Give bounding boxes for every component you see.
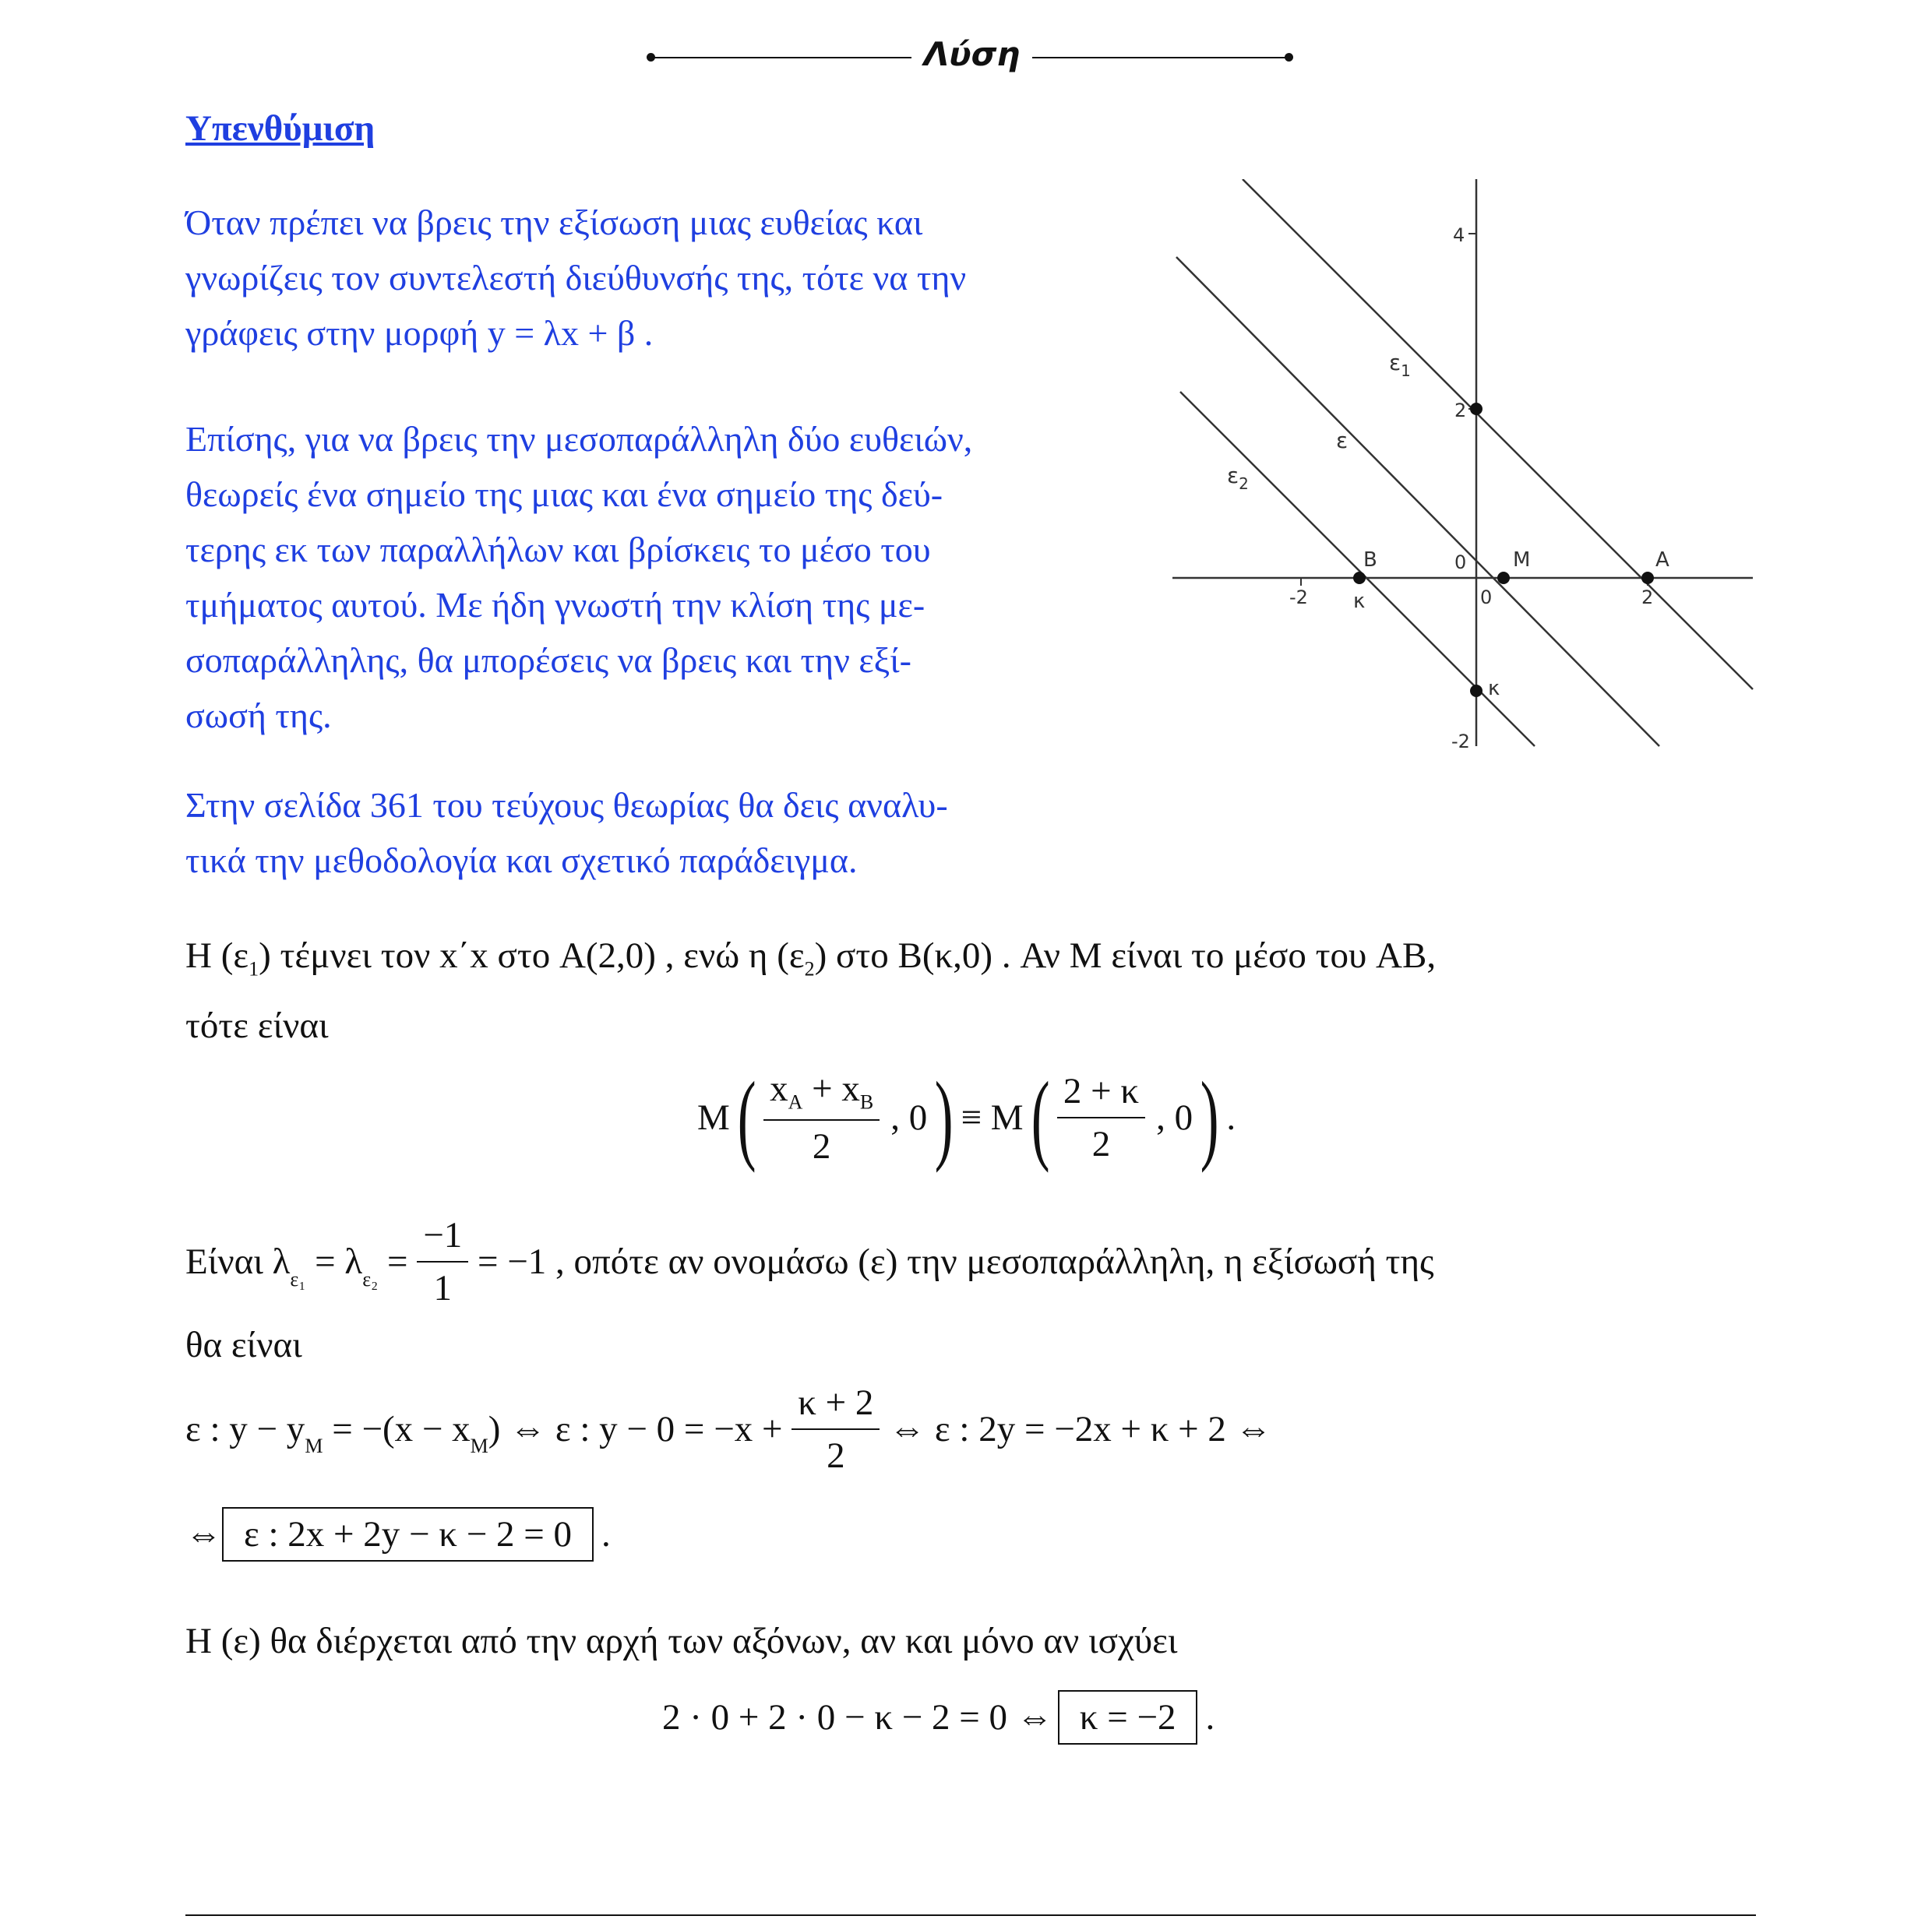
final-equation — [662, 1690, 1215, 1745]
reminder-p2-line: σοπαράλληλης, θα μπορέσεις να βρεις και την εξί- — [185, 640, 911, 680]
eq-text: ⇔ ε : 2y = −2x + κ + 2 ⇔ — [880, 1409, 1272, 1449]
subscript: ε₁ — [290, 1268, 306, 1291]
subscript: M — [470, 1435, 488, 1457]
reminder-p1-line: γράφεις στην μορφή y = λx + β . — [185, 313, 654, 353]
fraction-midpoint-k — [1057, 1070, 1145, 1165]
fraction-numerator: κ + 2 — [791, 1382, 880, 1430]
left-paren: ( — [1031, 1062, 1050, 1174]
label-epsilon-2: $\varepsilon_2$ — [1227, 463, 1249, 493]
fraction-denominator: 1 — [433, 1268, 452, 1308]
boxed-equation: ε : 2x + 2y − κ − 2 = 0 — [222, 1507, 594, 1562]
formula-M: M — [697, 1097, 730, 1138]
eq-text: ) ⇔ ε : y − 0 = −x + — [488, 1409, 792, 1449]
num-text: x — [770, 1069, 788, 1110]
reminder-p2-line: σωσή της. — [185, 696, 332, 735]
label-k-x: κ — [1353, 590, 1366, 613]
fraction-denominator: 2 — [1091, 1124, 1111, 1164]
header-title: Λύση — [923, 35, 1021, 73]
label-epsilon: ε — [1336, 428, 1349, 453]
midpoint-formula — [697, 1055, 1236, 1180]
fraction-numerator: −1 — [417, 1214, 468, 1263]
subscript: ε₂ — [362, 1268, 379, 1291]
header-right-rule — [1032, 57, 1289, 58]
solution-line-2: τότε είναι — [185, 1006, 329, 1046]
formula-period: . — [1226, 1097, 1236, 1138]
left-paren: ( — [737, 1062, 756, 1174]
header-right-dot — [1285, 53, 1293, 62]
eq-text: 2 · 0 + 2 · 0 − κ − 2 = 0 ⇔ — [662, 1697, 1053, 1738]
eq-text: = −(x − x — [323, 1409, 471, 1449]
y-tick-label: -2 — [1451, 731, 1470, 748]
formula-zero: , 0 — [890, 1097, 928, 1138]
formula-zero: , 0 — [1156, 1097, 1193, 1138]
fraction-numerator: 2 + κ — [1057, 1070, 1145, 1118]
slope-text: = −1 , οπότε αν ονομάσω (ε) την μεσοπαράλληλη, η εξίσωσή της — [468, 1241, 1434, 1282]
right-paren: ) — [934, 1062, 954, 1174]
x-tick-label: 2 — [1641, 586, 1654, 608]
right-paren: ) — [1200, 1062, 1219, 1174]
y-tick-label: 0 — [1454, 551, 1467, 573]
line-epsilon-1 — [1243, 179, 1753, 689]
point-M — [1497, 572, 1510, 584]
reminder-p2-line: Επίσης, για να βρεις την μεσοπαράλληλη δύο ευθειών, — [185, 419, 973, 459]
subscript: B — [859, 1090, 874, 1114]
point-B — [1353, 572, 1366, 584]
subscript: M — [305, 1435, 323, 1457]
point-y-intercept-k — [1470, 685, 1482, 697]
label-k-y: κ — [1488, 677, 1500, 700]
solution-header — [647, 35, 1293, 82]
origin-condition-text: Η (ε) θα διέρχεται από την αρχή των αξόνων, αν και μόνο αν ισχύει — [185, 1621, 1178, 1661]
point-A — [1641, 572, 1654, 584]
label-point-M: M — [1513, 548, 1531, 572]
eq-text: ⇔ — [185, 1514, 222, 1555]
reminder-paragraph-1 — [185, 195, 1167, 361]
parallel-lines-figure — [1172, 179, 1757, 748]
point-y-intercept-2 — [1470, 403, 1482, 415]
reminder-p3-line: τικά την μεθοδολογία και σχετικό παράδειγμα. — [185, 840, 858, 880]
fraction-denominator: 2 — [812, 1125, 831, 1167]
bottom-rule — [185, 1914, 1756, 1916]
equation-line-1 — [185, 1379, 1272, 1480]
solution-line-1 — [185, 935, 1436, 981]
solution-text: Η (ε — [185, 935, 249, 976]
reminder-paragraph-2 — [185, 411, 1167, 743]
reminder-p2-line: τερης εκ των παραλλήλων και βρίσκεις το μέσο του — [185, 530, 931, 569]
reminder-p1-line: γνωρίζεις τον συντελεστή διεύθυνσής της, τότε να την — [185, 258, 967, 298]
fraction-k-plus-2 — [791, 1382, 880, 1477]
label-epsilon-1: $\varepsilon_1$ — [1389, 350, 1411, 380]
reminder-paragraph-3 — [185, 777, 1167, 888]
label-point-B: B — [1363, 548, 1377, 572]
reminder-p3-line: Στην σελίδα 361 του τεύχους θεωρίας θα δεις αναλυ- — [185, 785, 948, 825]
boxed-answer: κ = −2 — [1058, 1690, 1198, 1745]
slope-text: Είναι λ — [185, 1241, 291, 1282]
eq-text: ε : y − y — [185, 1409, 305, 1449]
reminder-p2-line: θεωρείς ένα σημείο της μιας και ένα σημείο της δεύ- — [185, 474, 943, 514]
eq-period: . — [601, 1514, 611, 1555]
formula-equiv: ≡ M — [961, 1097, 1024, 1138]
reminder-title: Υπενθύμιση — [185, 108, 375, 149]
fraction-numerator — [763, 1068, 880, 1120]
y-tick-label: 4 — [1453, 224, 1465, 246]
slope-text: = λ — [305, 1241, 363, 1282]
solution-text: ) τέμνει τον x΄x στο A(2,0) , ενώ η (ε — [259, 935, 805, 976]
slope-text: = — [378, 1241, 418, 1282]
subscript: A — [788, 1090, 803, 1114]
header-left-rule — [650, 57, 911, 58]
solution-line-tha: θα είναι — [185, 1325, 302, 1365]
subscript: 2 — [804, 957, 815, 981]
solution-text: ) στο B(κ,0) . Αν M είναι το μέσο του AB, — [814, 935, 1437, 976]
x-tick-label: -2 — [1289, 586, 1308, 608]
fraction-midpoint-x — [763, 1068, 880, 1167]
equation-line-2 — [185, 1507, 611, 1562]
num-text: + x — [802, 1069, 860, 1110]
label-point-A: A — [1655, 548, 1669, 572]
slope-line — [185, 1215, 1434, 1308]
x-tick-label: 0 — [1480, 586, 1493, 608]
y-tick-label: 2 — [1454, 400, 1467, 421]
reminder-p2-line: τμήματος αυτού. Με ήδη γνωστή την κλίση της με- — [185, 585, 925, 625]
fraction-slope — [417, 1214, 468, 1309]
reminder-p1-line: Όταν πρέπει να βρεις την εξίσωση μιας ευθείας και — [185, 203, 923, 242]
line-epsilon — [1176, 257, 1659, 746]
fraction-denominator: 2 — [827, 1435, 845, 1476]
eq-period: . — [1205, 1697, 1215, 1738]
subscript: 1 — [249, 957, 259, 981]
